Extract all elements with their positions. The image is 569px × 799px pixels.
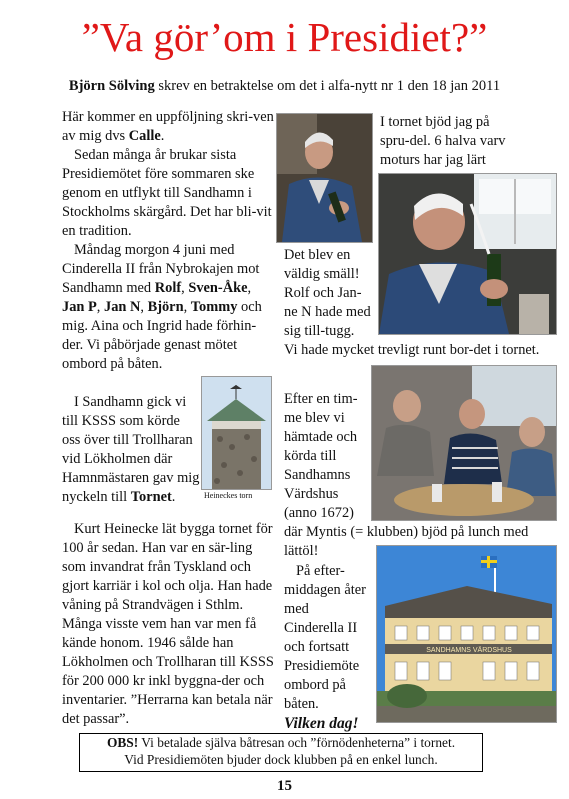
paragraph-tradition: Sedan många år brukar sista Presidiemötet före sommaren ske genom en utflykt till Sandhamn i Stockholms skärgård. Det har bli-vit en tradition.: [62, 147, 272, 239]
name-calle: Calle: [128, 128, 161, 144]
photo-sandhamns-vardshus: [376, 545, 557, 723]
page-number: 15: [277, 778, 292, 794]
paragraph-monday: Måndag morgon 4 juni med Cinderella II från Nybrokajen mot Sandhamn med Rolf, Sven-Åke, Jan P, Jan N, Björn, Tommy och mig. Aina och Ingrid hade förhin-der. Vi påbörjade genast mötet ombord på båten.: [62, 242, 262, 372]
tower-photo: [201, 376, 272, 490]
good-time-text: Vi hade mycket trevligt runt bor-det i tornet.: [284, 342, 540, 358]
smack-caption: Det blev en väldig smäll! Rolf och Jan-ne N hade med sig till-tugg.: [284, 247, 371, 339]
obs-notice-box: [79, 733, 483, 772]
afternoon-text: På efter-middagen åter med Cinderella II och fortsatt Presidiemöte ombord på båten.: [284, 563, 366, 712]
closing-text: Vilken dag!: [284, 715, 359, 732]
sparkling-wine-caption: I tornet bjöd jag på spru-del. 6 halva varv moturs har jag lärt: [380, 114, 506, 168]
page-title: ”Va gör’om i Presidiet?”: [81, 14, 488, 60]
heinecke-paragraph: Kurt Heinecke lät bygga tornet för 100 år sedan. Han var en sär-ling som invandrat från Tyskland och gjort karriär i kol och olja. Han hade våning på Strandvägen i Sthlm. Många visste vem han var men få kände honom. 1946 sålde han Lökholmen och Trollharan till KSSS för 200 000 kr inkl byggna-der och inventarier. ”Herrarna kan betala när det passar”.: [62, 521, 274, 727]
photo-champagne-spray: [378, 173, 557, 335]
byline-text: skrev en betraktelse om det i alfa-nytt nr 1 den 18 jan 2011: [154, 78, 501, 94]
sandhamn-paragraph: I Sandhamn gick vi till KSSS som körde oss över till Trollharan vid Lökholmen där Hamnmästaren gav mig nyckeln till Tornet.: [62, 394, 200, 505]
name-tornet: Tornet: [130, 489, 172, 505]
photo-table-group: [371, 365, 557, 521]
obs-line-2: Vid Presidiemöten bjuder dock klubben på en enkel lunch.: [124, 752, 438, 767]
photo-man-opening-bottle: [276, 113, 373, 243]
obs-line-1: OBS! Vi betalade själva båtresan och ”förnödenheterna” i tornet.: [106, 735, 456, 750]
pickup-caption: Efter en tim-me blev vi hämtade och körda till Sandhamns Värdshus (anno 1672): [284, 391, 358, 521]
paragraph-intro: Här kommer en uppföljning skri-ven av mig dvs Calle.: [62, 109, 274, 144]
lunch-text: där Myntis (= klubben) bjöd på lunch med lättöl!: [284, 524, 529, 559]
byline-author: Björn Sölving: [68, 78, 155, 94]
left-column-text: [62, 108, 275, 374]
obs-label: OBS!: [106, 735, 139, 750]
tower-caption: Heineckes torn: [204, 491, 253, 500]
vardshus-sign-text: SANDHAMNS VÄRDSHUS: [426, 647, 512, 654]
byline: [0, 78, 569, 95]
